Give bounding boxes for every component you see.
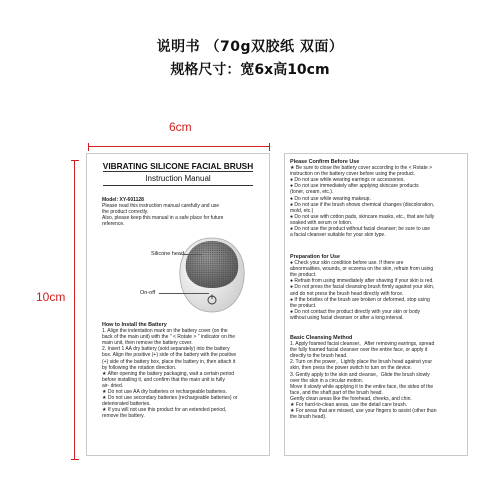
confirm-line: mold, etc.) — [290, 207, 314, 214]
install-line: air- dried. — [102, 382, 124, 389]
manual-title: VIBRATING SILICONE FACIAL BRUSH — [102, 161, 254, 171]
basic-cleansing-line: the brush head). — [290, 414, 327, 421]
install-line: ★ After opening the battery packaging, wait a certain period — [102, 370, 235, 377]
install-line: ★ Do not use AA dry batteries or rechargeable batteries. — [102, 389, 227, 396]
preparation-line: without using facial cleanser or after a long interval. — [290, 314, 404, 321]
install-line: deteriorated batteries. — [102, 401, 151, 408]
silicone-head-leader — [182, 254, 202, 255]
basic-cleansing-line: the fully foamed facial cleanser over the entire face, or apply it — [290, 347, 428, 354]
preparation-heading: Preparation for Use — [290, 254, 341, 260]
install-line: ★ If you will not use this product for an extended period, — [102, 407, 227, 414]
confirm-line: soaked with serum or lotion. — [290, 219, 353, 226]
confirm-line: a facial cleanser suitable for your skin type. — [290, 232, 386, 239]
basic-cleansing-heading: Basic Cleansing Method — [290, 335, 353, 341]
basic-cleansing-line: skin, then press the power switch to turn on the device. — [290, 365, 412, 372]
install-line: back of the main unit) with the " < Rotate > " indicator on the — [102, 334, 236, 341]
label-on-off: On-off — [140, 290, 156, 296]
install-line: ★ Do not use secondary batteries (rechargeable batteries) or — [102, 395, 238, 402]
height-dimension-label: 10cm — [36, 290, 66, 304]
confirm-line: ● Do not use while wearing earrings or accessories. — [290, 177, 405, 184]
intro-line: Please read this instruction manual carefully and use — [102, 203, 220, 210]
manual-back-panel — [284, 153, 468, 456]
install-heading: How to Install the Battery — [102, 322, 167, 328]
confirm-line: ● Do not use with cotton pads, skincare masks, etc., that are fully — [290, 213, 435, 220]
basic-cleansing-line: Gently clean areas like the forehead, cheeks, and chin. — [290, 395, 412, 402]
model-number: Model: XY-601128 — [102, 197, 144, 203]
height-dimension-line — [74, 160, 75, 460]
intro-line: the product correctly. — [102, 209, 149, 216]
preparation-line: and do not press the brush head directly with force. — [290, 290, 404, 297]
basic-cleansing-line: face, and the shaft part of the brush head. — [290, 389, 383, 396]
preparation-line: the product. — [290, 302, 317, 309]
preparation-line: ● Refrain from using immediately after shaving if your skin is red. — [290, 278, 434, 285]
intro-line: Also, please keep this manual in a safe place for future — [102, 215, 224, 222]
install-line: (+) side of the battery box, place the battery in, then attach it — [102, 358, 236, 365]
title-rule-top — [103, 171, 253, 172]
install-line: 2. Insert 1 AA dry battery (sold separately) into the battery — [102, 346, 230, 353]
confirm-line: ● Do not use the product without facial cleanser; be sure to use — [290, 226, 431, 233]
header-line-1: 说明书 （70g双胶纸 双面） — [156, 39, 344, 55]
basic-cleansing-line: 1. Apply foamed facial cleanser。After removing earrings, spread — [290, 341, 435, 348]
header-line-2: 规格尺寸：宽6x高10cm — [170, 62, 330, 78]
install-line: box. Align the positive (+) side of the battery with the positive — [102, 352, 237, 359]
width-dimension-line — [88, 146, 270, 147]
preparation-line: ● If the bristles of the brush are broken or deformed, stop using — [290, 296, 430, 303]
install-line: remove the battery. — [102, 413, 145, 420]
facial-brush-illustration — [172, 236, 252, 316]
confirm-line: (toner, cream, etc.). — [290, 189, 334, 196]
intro-block — [102, 197, 262, 227]
basic-cleansing-line: over the skin in a circular motion. — [290, 377, 364, 384]
manual-subtitle: Instruction Manual — [145, 174, 211, 183]
basic-cleansing-line: 3. Gently apply to the skin and cleanse。Glide the brush slowly — [290, 371, 430, 378]
preparation-line: ● Do not contact the product directly with your skin or body — [290, 308, 421, 315]
basic-cleansing-line: 2. Turn on the power。Lightly place the brush head against your — [290, 359, 433, 366]
install-section — [102, 322, 264, 420]
width-dimension-label: 6cm — [169, 120, 192, 134]
confirm-line: ★ Be sure to close the battery cover according to the < Rotate > — [290, 165, 433, 172]
install-line: by following the rotation direction. — [102, 364, 177, 371]
install-line: main unit, then remove the battery cover. — [102, 340, 193, 347]
confirm-line: ● Do not use immediately after applying skincare products — [290, 183, 419, 190]
basic-cleansing-section — [290, 335, 465, 420]
basic-cleansing-line: directly to the brush head. — [290, 353, 348, 360]
preparation-line: ● Check your skin condition before use. If there are — [290, 260, 404, 267]
basic-cleansing-line: ★ For areas that are missed, use your fingers to assist (other than — [290, 408, 437, 415]
confirm-line: instruction on the battery cover before using the product. — [290, 171, 416, 178]
confirm-heading: Please Confirm Before Use — [290, 159, 360, 165]
preparation-section — [290, 254, 465, 321]
install-line: before installing it, and confirm that the main unit is fully — [102, 376, 225, 383]
confirm-line: ● Do not use if the brush shows chemical changes (discoloration, — [290, 201, 435, 208]
preparation-line: abnormalities, wounds, or eczema on the skin, refrain from using — [290, 266, 434, 273]
manual-front-panel — [86, 153, 270, 456]
install-line: 1. Align the indentation mark on the battery cover (on the — [102, 328, 228, 335]
label-silicone-head: Silicone head — [151, 251, 185, 257]
confirm-section — [290, 159, 465, 238]
basic-cleansing-line: Move it slowly while applying it to the entire face, the sides of the — [290, 383, 434, 390]
preparation-line: ● Do not press the facial cleansing brush firmly against your skin, — [290, 284, 435, 291]
basic-cleansing-line: ★ For hard-to-clean areas, use the detail care brush. — [290, 402, 408, 409]
preparation-line: the product. — [290, 272, 317, 279]
on-off-leader — [159, 293, 209, 294]
title-rule-bottom — [103, 185, 253, 186]
confirm-line: ● Do not use while wearing makeup. — [290, 195, 371, 202]
intro-line: reference. — [102, 221, 125, 228]
